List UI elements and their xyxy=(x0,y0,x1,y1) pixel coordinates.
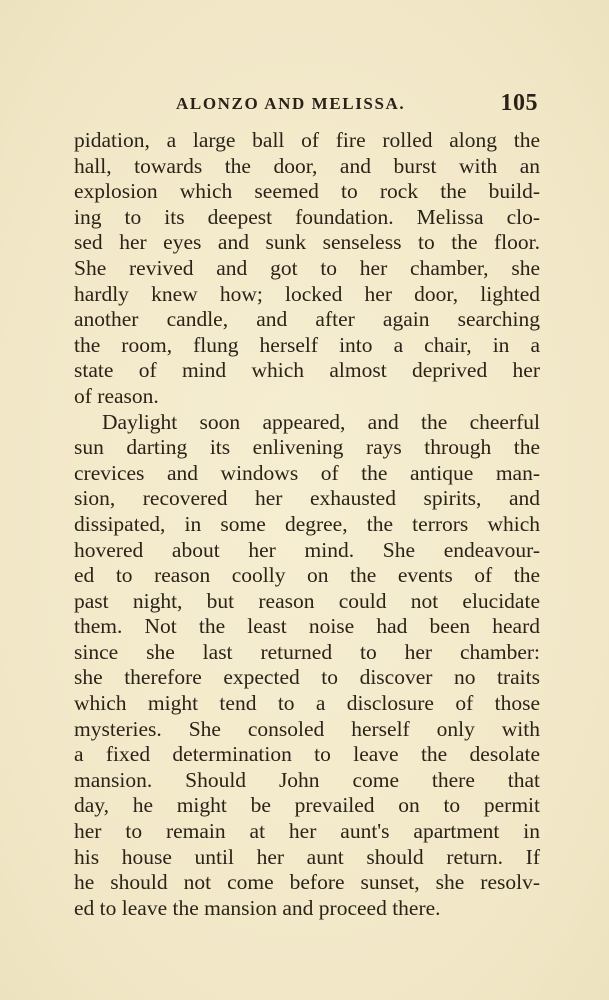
paragraph-1 xyxy=(74,128,540,410)
text-line: mysteries. She consoled herself only with xyxy=(74,716,540,741)
paragraph-2 xyxy=(74,410,540,922)
text-line: state of mind which almost deprived her xyxy=(74,358,540,383)
text-line: day, he might be prevailed on to permit xyxy=(74,793,540,818)
text-line: ed to leave the mansion and proceed there. xyxy=(74,895,441,920)
text-line: hardly knew how; locked her door, lighted xyxy=(74,281,540,306)
page-number: 105 xyxy=(500,90,538,116)
text-line: hovered about her mind. She endeavour- xyxy=(74,537,540,562)
text-line: explosion which seemed to rock the build- xyxy=(74,179,540,204)
text-line: sed her eyes and sunk senseless to the floor. xyxy=(74,230,540,255)
text-line: a fixed determination to leave the desolate xyxy=(74,742,540,767)
text-line: ed to reason coolly on the events of the xyxy=(74,563,540,588)
text-line: he should not come before sunset, she resolv- xyxy=(74,870,540,895)
text-line: which might tend to a disclosure of those xyxy=(74,691,540,716)
text-line: sun darting its enlivening rays through the xyxy=(74,435,540,460)
text-line: She revived and got to her chamber, she xyxy=(74,255,540,280)
text-line: them. Not the least noise had been heard xyxy=(74,614,540,639)
text-line: since she last returned to her chamber: xyxy=(74,639,540,664)
running-title: ALONZO AND MELISSA. xyxy=(176,94,406,113)
text-line: his house until her aunt should return. If xyxy=(74,844,540,869)
text-line: the room, flung herself into a chair, in a xyxy=(74,332,540,357)
text-line: she therefore expected to discover no traits xyxy=(74,665,540,690)
text-line: pidation, a large ball of fire rolled along the xyxy=(74,128,540,152)
running-head xyxy=(74,92,540,118)
text-line: dissipated, in some degree, the terrors which xyxy=(74,511,540,536)
text-line: mansion. Should John come there that xyxy=(74,767,540,792)
body-text xyxy=(74,128,540,921)
text-line: ing to its deepest foundation. Melissa clo- xyxy=(74,204,540,229)
text-line: of reason. xyxy=(74,383,159,408)
text-line: Daylight soon appeared, and the cheerful xyxy=(102,409,540,434)
text-line: another candle, and after again searching xyxy=(74,307,540,332)
text-line: her to remain at her aunt's apartment in xyxy=(74,819,540,844)
text-line: hall, towards the door, and burst with an xyxy=(74,153,540,178)
text-line: past night, but reason could not elucidate xyxy=(74,588,540,613)
text-line: crevices and windows of the antique man- xyxy=(74,460,540,485)
text-line: sion, recovered her exhausted spirits, and xyxy=(74,486,540,511)
